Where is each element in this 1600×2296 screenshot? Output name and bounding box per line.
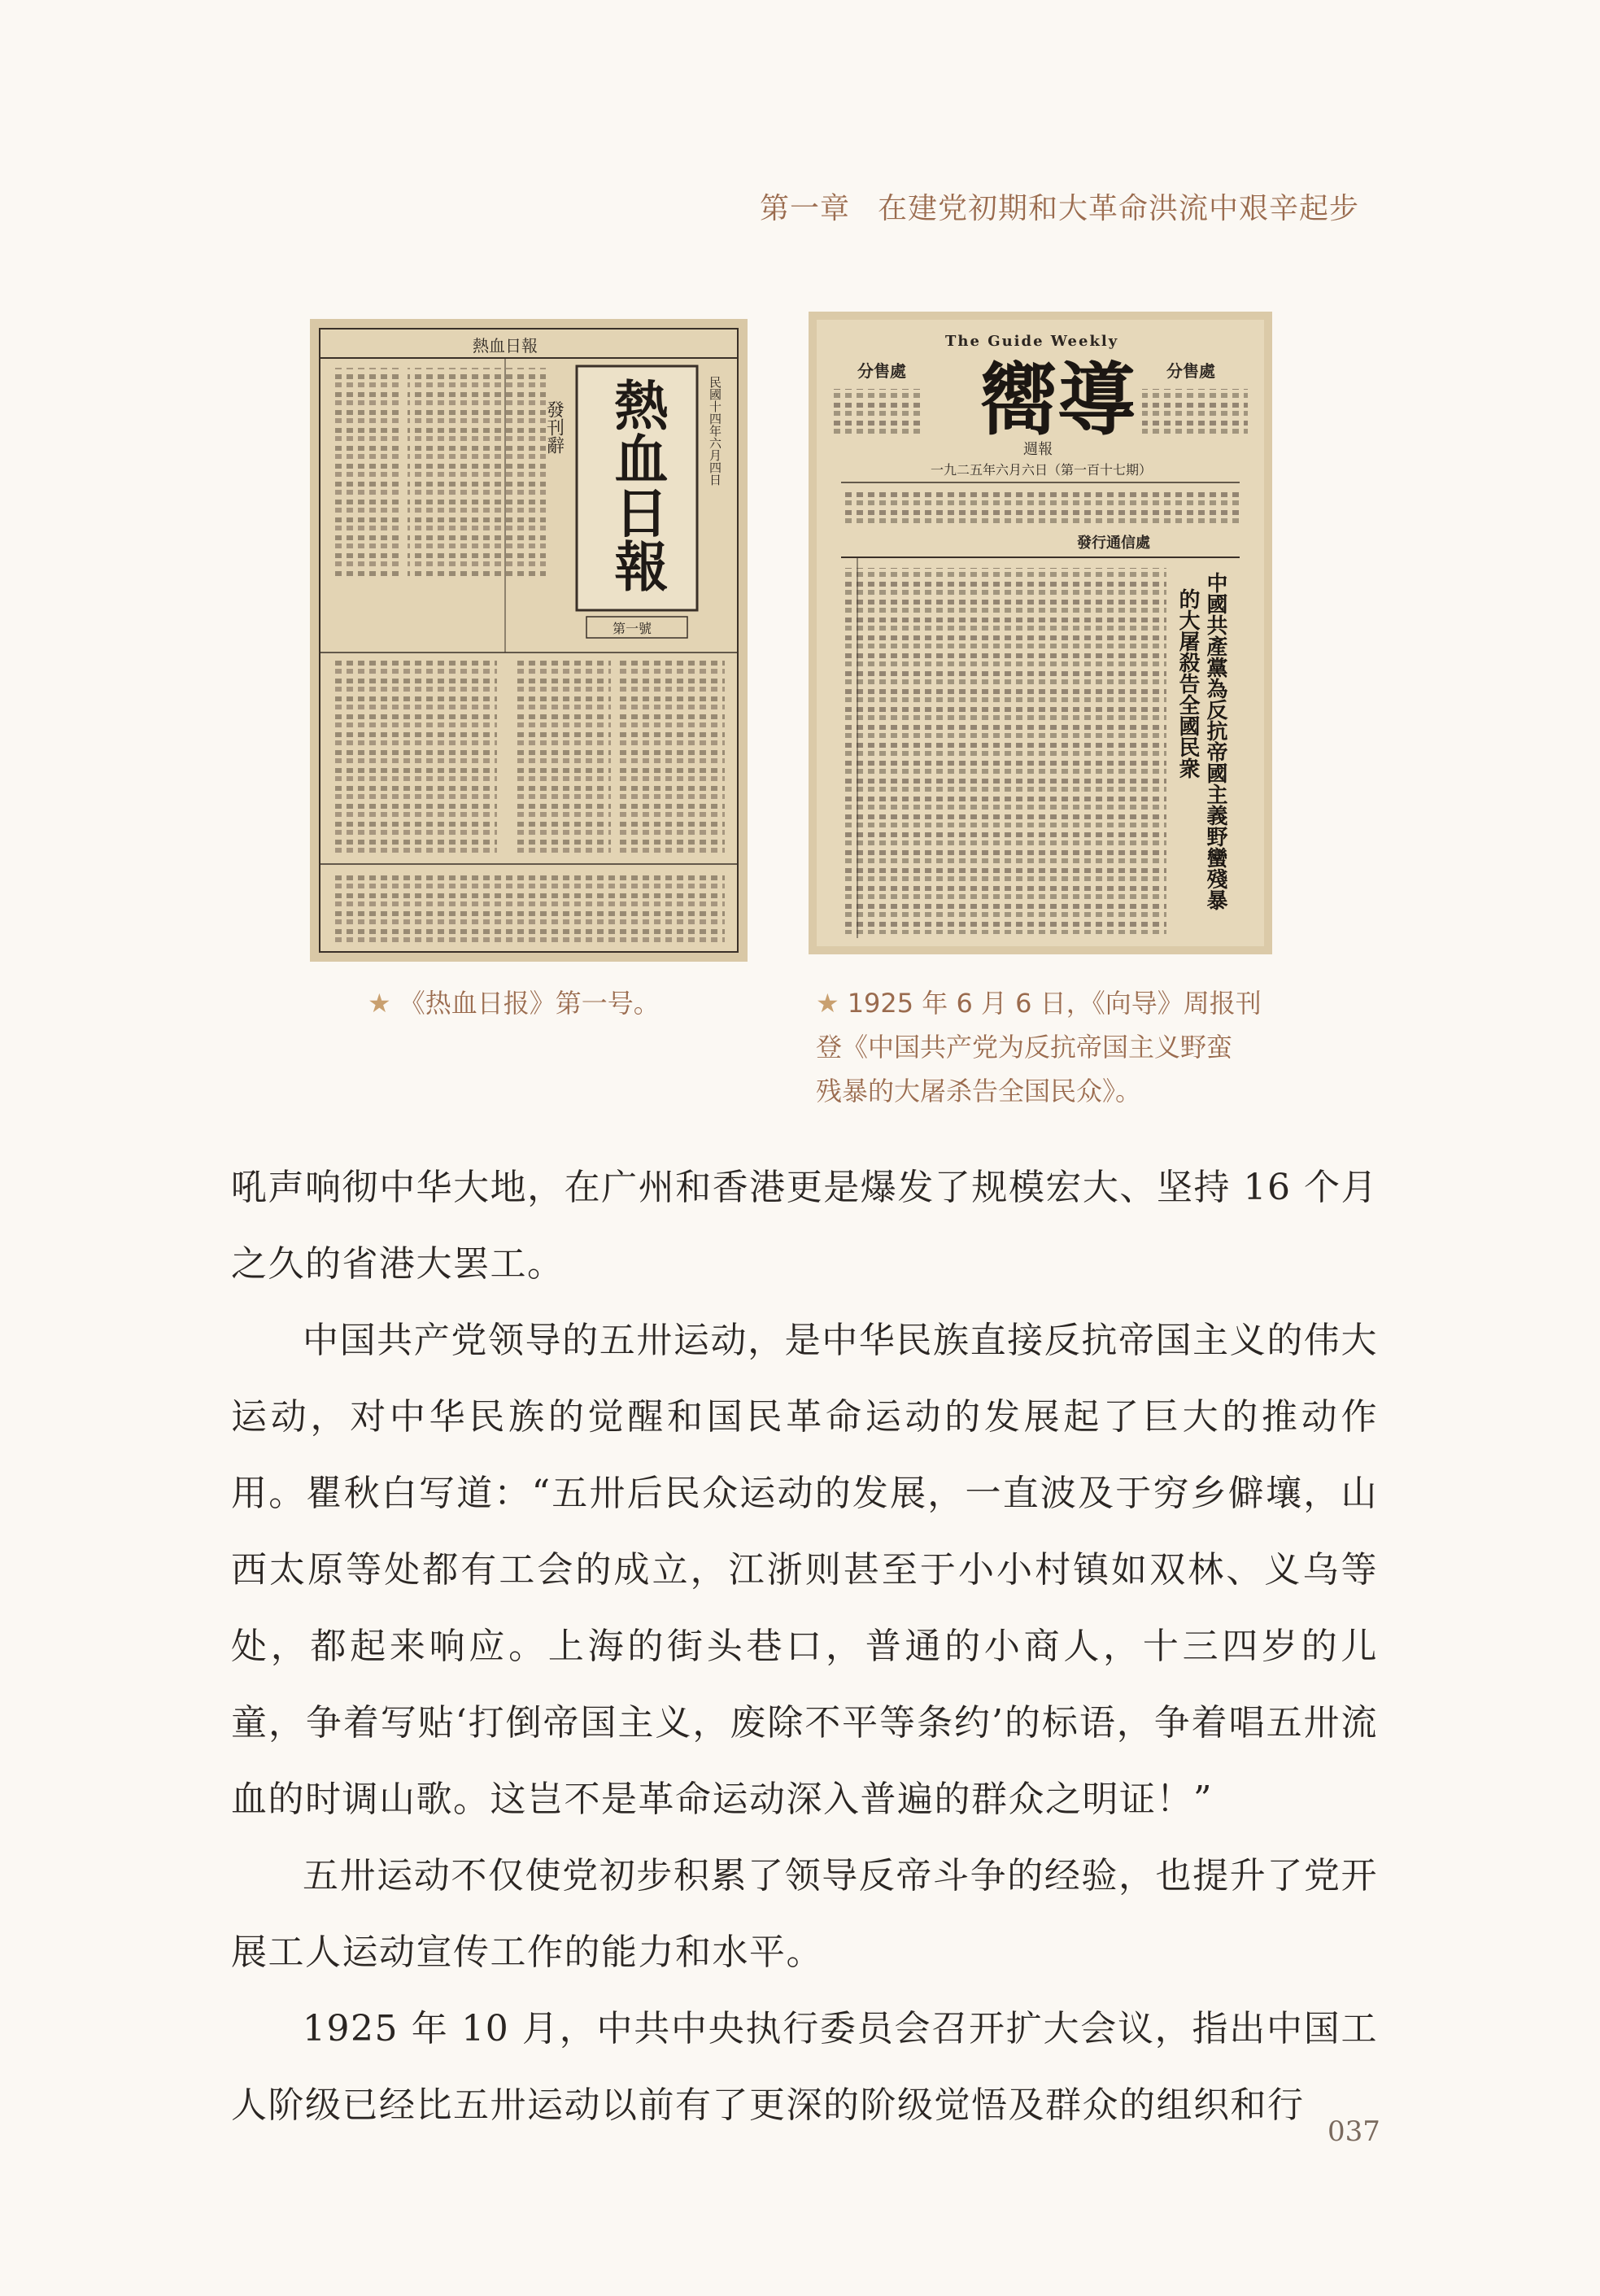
side-label-left: 分售處 (857, 361, 906, 381)
paragraph-1: 吼声响彻中华大地，在广州和香港更是爆发了规模宏大、坚持 16 个月之久的省港大罢工。 (231, 1167, 1378, 1285)
paper-name-top: 熱血日報 (473, 336, 538, 356)
page-number: 037 (1328, 2115, 1380, 2148)
newspaper-scan-left (310, 319, 748, 962)
column-title: 發刊辭 (543, 400, 565, 454)
headline-line1: 中國共產黨為反抗帝國主義野蠻殘暴 (1203, 572, 1227, 910)
caption-left-text: 《热血日报》第一号。 (399, 988, 660, 1019)
caption-right-line3: 残暴的大屠杀告全国民众》。 (816, 1076, 1142, 1107)
issue-line: 一九二五年六月六日（第一百十七期） (931, 462, 1153, 478)
caption-right (816, 981, 1304, 1113)
issue-label: 第一號 (613, 621, 652, 636)
headline-line2: 的大屠殺告全國民衆 (1175, 588, 1200, 779)
sub-label: 週報 (1023, 441, 1053, 458)
guide-weekly-newspaper-image (809, 312, 1272, 954)
date-strip: 民國十四年六月四日 (708, 376, 722, 486)
caption-right-line2: 登《中国共产党为反抗帝国主义野蛮 (816, 1032, 1233, 1063)
chapter-header (760, 186, 1359, 227)
star-icon: ★ (816, 988, 839, 1019)
chapter-number: 第一章 (759, 192, 850, 225)
side-label-right: 分售處 (1166, 361, 1215, 381)
notice: 發行通信處 (1077, 535, 1150, 552)
newspaper-scan-right (809, 312, 1272, 954)
rexueribao-newspaper-image (310, 319, 748, 962)
star-icon: ★ (368, 988, 391, 1019)
english-title: The Guide Weekly (945, 333, 1119, 350)
caption-left (368, 981, 758, 1025)
body-text (231, 1150, 1378, 2144)
paragraph-3: 五卅运动不仅使党初步积累了领导反帝斗争的经验，也提升了党开展工人运动宣传工作的能力和水平。 (231, 1855, 1378, 1973)
masthead-xiangdao: 嚮導 (979, 354, 1136, 446)
chapter-title: 在建党初期和大革命洪流中艰辛起步 (877, 192, 1359, 225)
masthead-rexueribao: 熱血日報 (605, 378, 669, 592)
paragraph-4: 1925 年 10 月，中共中央执行委员会召开扩大会议，指出中国工人阶级已经比五卅运动以前有了更深的阶级觉悟及群众的组织和行 (231, 2008, 1378, 2126)
paragraph-2: 中国共产党领导的五卅运动，是中华民族直接反抗帝国主义的伟大运动，对中华民族的觉醒和国民革命运动的发展起了巨大的推动作用。瞿秋白写道：“五卅后民众运动的发展，一直波及于穷乡僻壤，山西太原等处都有工会的成立，江浙则甚至于小小村镇如双林、义乌等处，都起来响应。上海的街头巷口，普通的小商人，十三四岁的儿童，争着写贴‘打倒帝国主义，废除不平等条约’的标语，争着唱五卅流血的时调山歌。这岂不是革命运动深入普遍的群众之明证！” (231, 1320, 1378, 1820)
caption-right-line1: 1925 年 6 月 6 日，《向导》周报刊 (847, 988, 1262, 1019)
